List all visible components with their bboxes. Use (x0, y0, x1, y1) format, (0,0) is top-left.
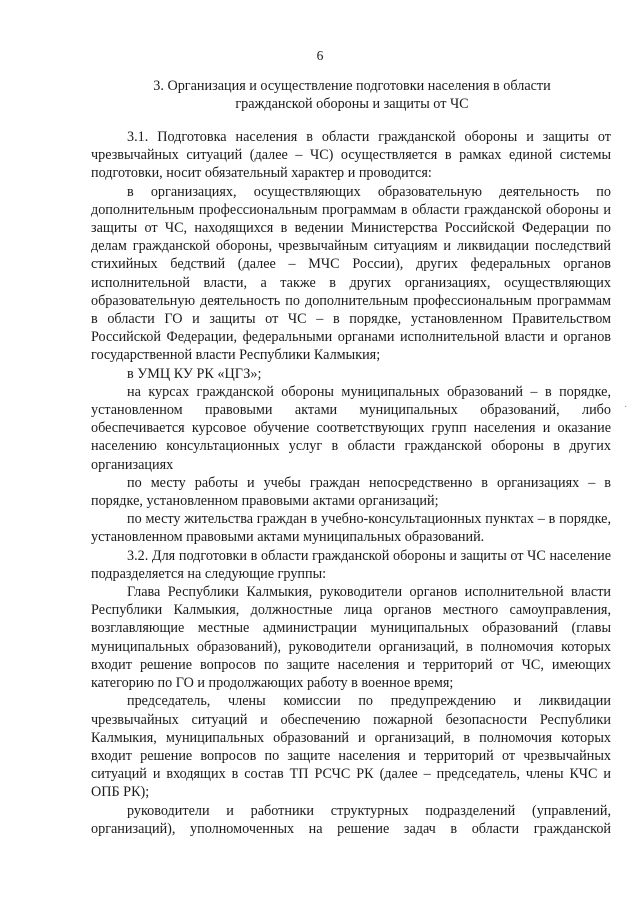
page-number: 6 (316, 48, 324, 63)
margin-mark: · (624, 402, 628, 413)
paragraph-group-item: руководители и работники структурных подразделений (управлений, организаций), уполномоченных на решение задач в области гражданской (91, 802, 611, 837)
paragraph-3-1: 3.1. Подготовка населения в области гражданской обороны и защиты от чрезвычайных ситуаций (далее – ЧС) осуществляется в рамках единой системы подготовки, носит обязательный характер и проводится: (91, 129, 611, 182)
paragraph-list-item: в организациях, осуществляющих образовательную деятельность по дополнительным профессиональным программам в области гражданской обороны и защиты от ЧС, находящихся в ведении Министерства Российской Федерации по делам гражданской обороны, чрезвычайным ситуациям и ликвидации последствий стихийных бедствий (далее – МЧС России), других федеральных органов исполнительной власти, а также в других организациях, осуществляющих образовательную деятельность по дополнительным профессиональным программам в области ГО и защиты от ЧС – в порядке, установленном Правительством Российской Федерации, федеральными органами исполнительной власти и органов государственной власти Республики Калмыкия; (91, 183, 611, 364)
paragraph-list-item: на курсах гражданской обороны муниципальных образований – в порядке, установленном правовыми актами муниципальных образований, либо обеспечивается курсовое обучение соответствующих групп населения и оказание населению консультационных услуг в области гражданской обороны в других организациях (91, 383, 611, 473)
section-heading-line-1: 3. Организация и осуществление подготовки населения в области (153, 78, 551, 94)
section-heading (92, 77, 612, 113)
document-body (91, 128, 611, 838)
paragraph-list-item: по месту работы и учебы граждан непосредственно в организациях – в порядке, установленном правовыми актами организаций; (91, 474, 611, 510)
paragraph-group-item: Глава Республики Калмыкия, руководители органов исполнительной власти Республики Калмыкия, должностные лица органов местного самоуправления, возглавляющие местные администрации муниципальных образований (главы муниципальных образований), руководители организаций, в полномочия которых входит решение вопросов по защите населения и территорий от ЧС, имеющих категорию по ГО и продолжающих работу в военное время; (91, 584, 611, 692)
paragraph-list-item: по месту жительства граждан в учебно-консультационных пунктах – в порядке, установленном правовыми актами муниципальных образований. (91, 511, 611, 546)
paragraph-list-item: в УМЦ КУ РК «ЦГЗ»; (127, 365, 262, 382)
paragraph-group-item: председатель, члены комиссии по предупреждению и ликвидации чрезвычайных ситуаций и обеспечению пожарной безопасности Республики Калмыкия, муниципальных образований и организаций, в полномочия которых входит решение вопросов по защите населения и территорий от чрезвычайных ситуаций и входящих в состав ТП РСЧС РК (далее – председатель, члены КЧС и ОПБ РК); (91, 693, 611, 801)
paragraph-3-2: 3.2. Для подготовки в области гражданской обороны и защиты от ЧС население подразделяется на следующие группы: (91, 547, 611, 582)
section-heading-line-2: гражданской обороны и защиты от ЧС (235, 96, 469, 112)
